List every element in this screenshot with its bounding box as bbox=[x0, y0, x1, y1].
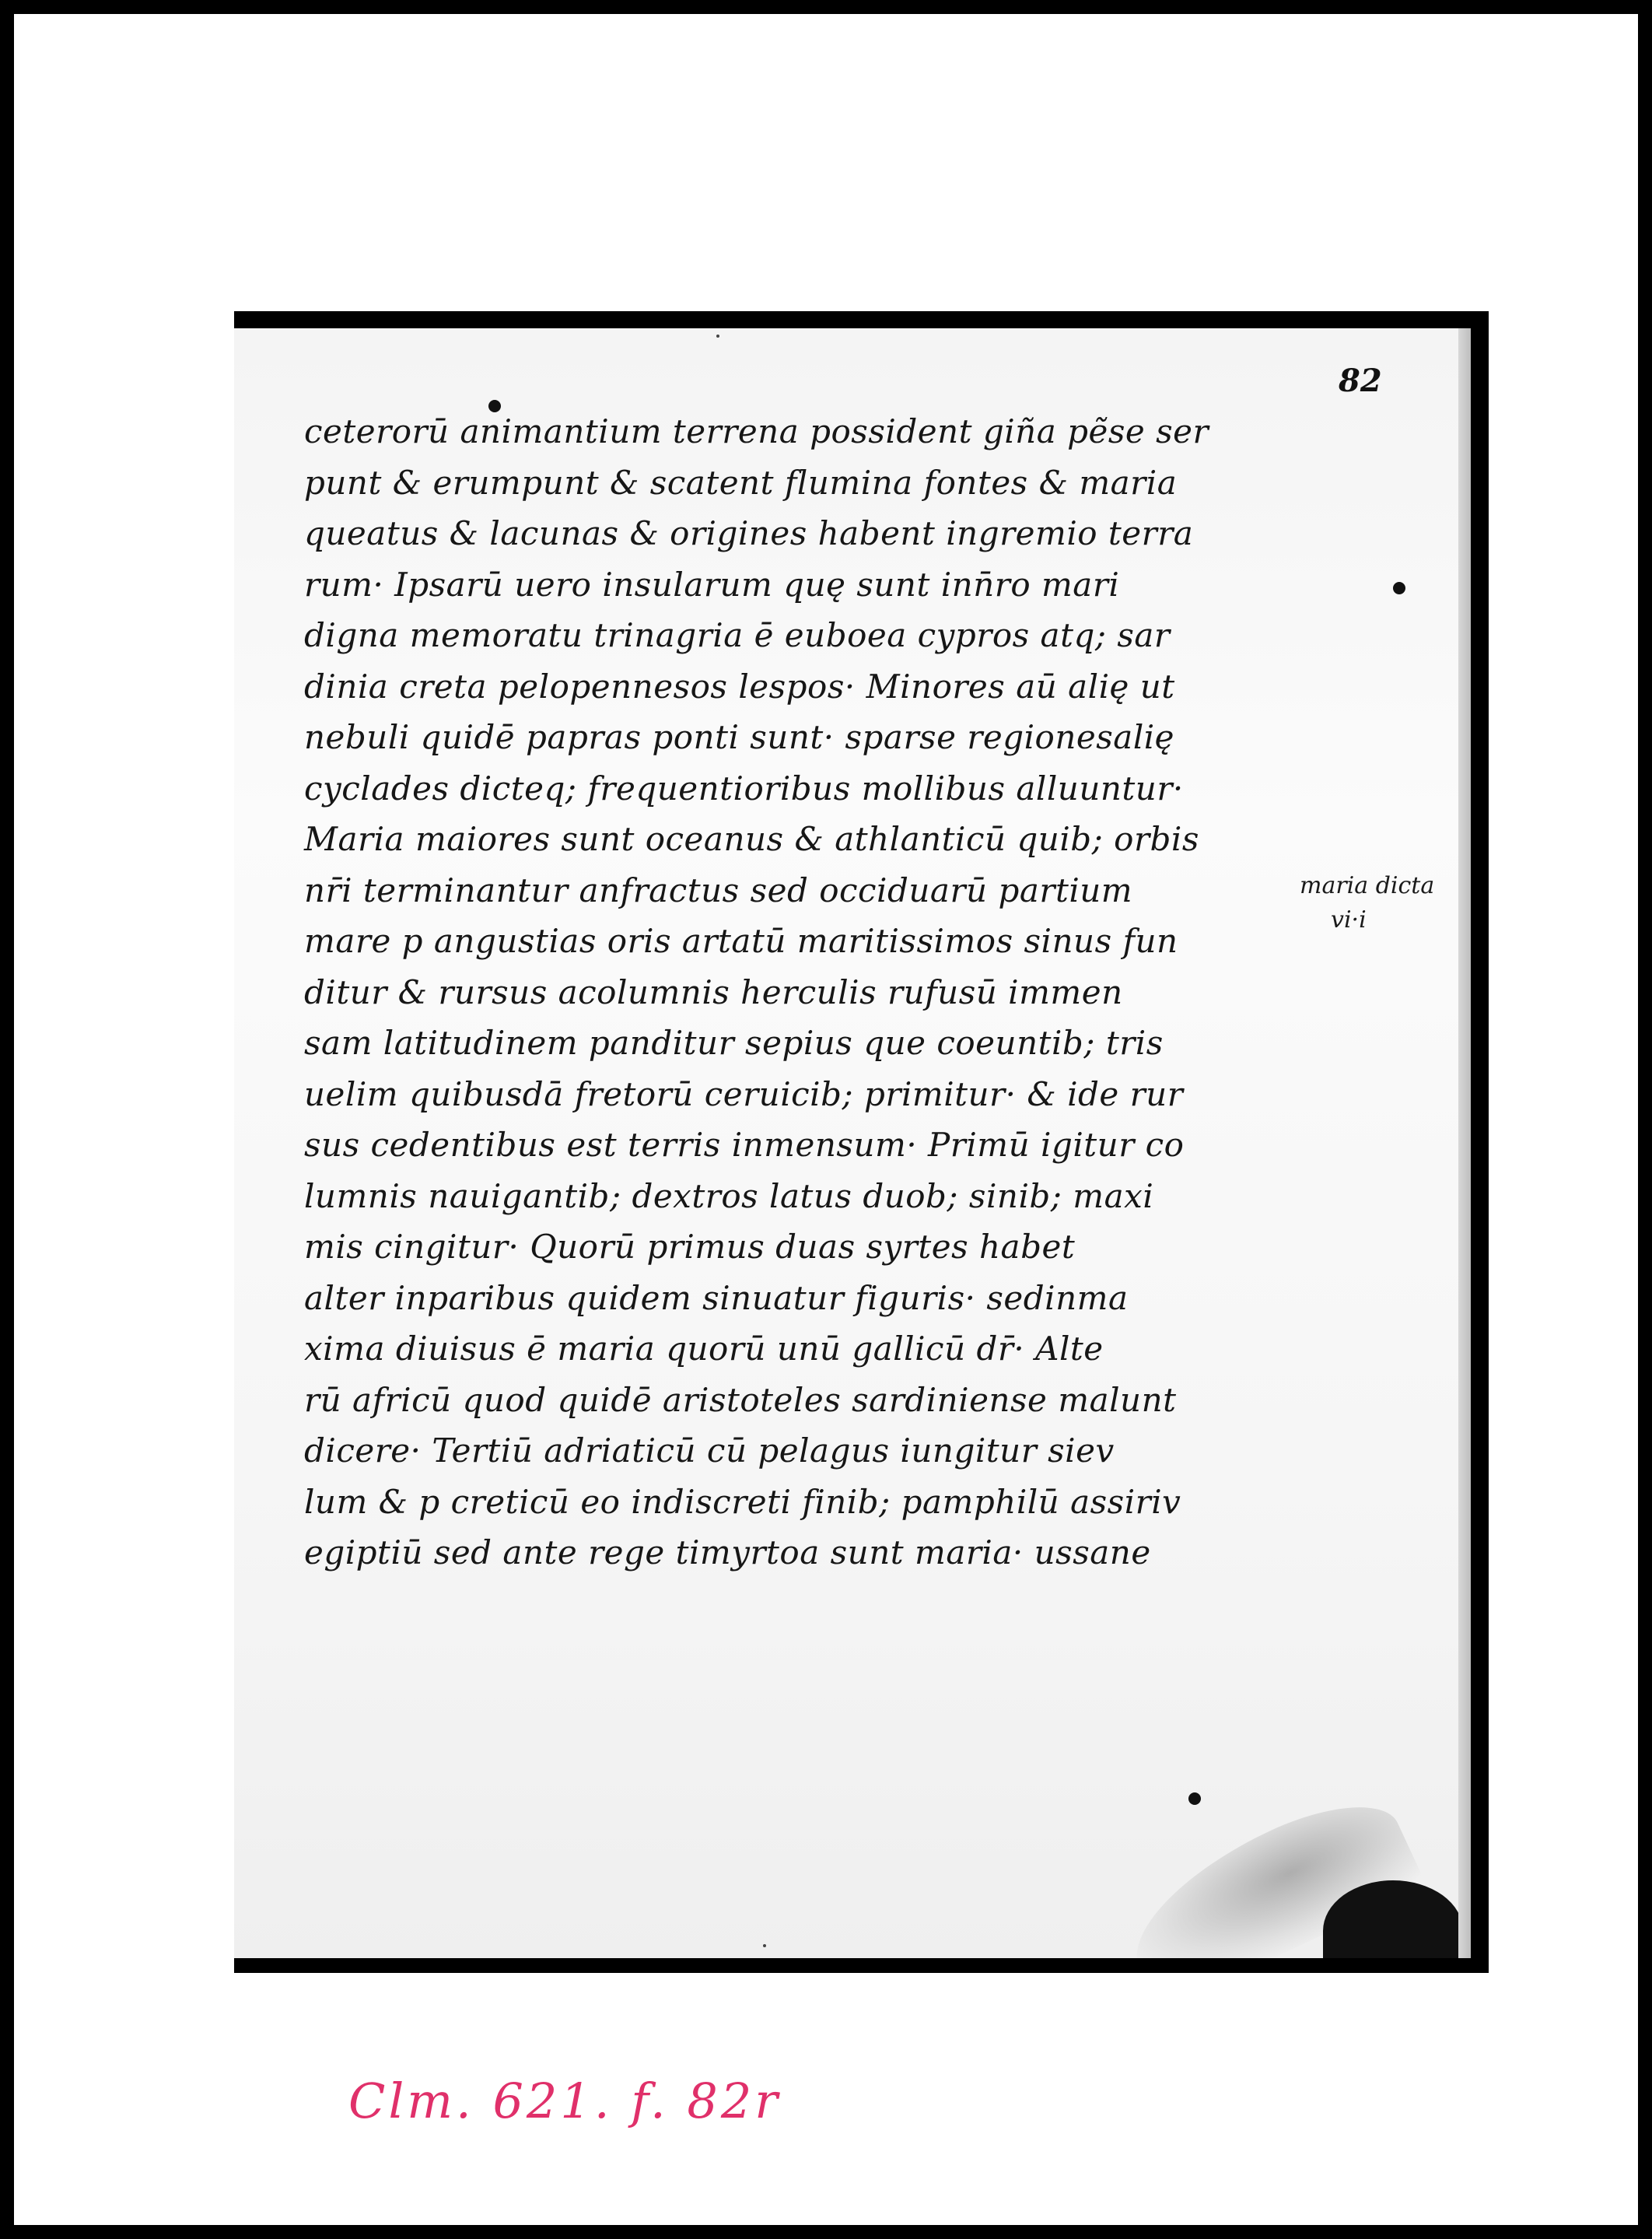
prick-mark bbox=[1393, 582, 1405, 594]
marginal-note-line: maria dicta bbox=[1300, 872, 1435, 899]
text-line: egiptiū sed ante rege timyrtoa sunt maria· ussane bbox=[304, 1533, 1151, 1572]
text-line: alter inparibus quidem sinuatur figuris· sedinma bbox=[304, 1278, 1129, 1317]
marginal-note bbox=[1300, 869, 1434, 937]
manuscript-photograph bbox=[234, 311, 1489, 1973]
text-line: uelim quibusdā fretorū ceruicib; primitur· & ide rur bbox=[304, 1074, 1184, 1113]
text-line: lum & p creticū eo indiscreti finib; pamphilū assiriv bbox=[304, 1482, 1181, 1521]
text-line: punt & erumpunt & scatent flumina fontes & maria bbox=[304, 463, 1178, 502]
folio-edge bbox=[1458, 328, 1471, 1958]
prick-mark bbox=[1188, 1792, 1201, 1805]
marginal-note-line: vi·i bbox=[1331, 906, 1367, 934]
text-line: cyclades dicteq; frequentioribus mollibus alluuntur· bbox=[304, 769, 1184, 808]
folio-number: 82 bbox=[1339, 363, 1382, 399]
text-line: digna memoratu trinagria ē euboea cypros atq; sar bbox=[304, 616, 1171, 654]
text-line: sam latitudinem panditur sepius que coeuntib; tris bbox=[304, 1024, 1164, 1062]
text-line: ceterorū animantium terrena possident giña pẽse ser bbox=[304, 412, 1209, 450]
manuscript-folio bbox=[234, 328, 1471, 1958]
text-line: nr̄i terminantur anfractus sed occiduarū partium bbox=[304, 871, 1133, 909]
speck bbox=[716, 335, 719, 338]
text-line: xima diuisus ē maria quorū unū gallicū dr̄· Alte bbox=[304, 1330, 1104, 1368]
text-line: mare p angustias oris artatū maritissimos sinus fun bbox=[304, 922, 1178, 960]
text-line: ditur & rursus acolumnis herculis rufusū immen bbox=[304, 972, 1123, 1011]
text-line: lumnis nauigantib; dextros latus duob; sinib; maxi bbox=[304, 1176, 1154, 1215]
text-line: nebuli quidē papras ponti sunt· sparse regionesalię bbox=[304, 718, 1175, 756]
shelfmark-annotation: Clm. 621. f. 82r bbox=[348, 2073, 781, 2129]
text-line: rum· Ipsarū uero insularum quę sunt inn̄ro mari bbox=[304, 565, 1120, 604]
text-line: sus cedentibus est terris inmensum· Primū igitur co bbox=[304, 1126, 1185, 1164]
manuscript-text bbox=[304, 406, 1331, 1579]
text-line: dicere· Tertiū adriaticū cū pelagus iungitur siev bbox=[304, 1431, 1115, 1470]
scan-sheet bbox=[14, 14, 1638, 2225]
text-line: dinia creta pelopennesos lespos· Minores aū alię ut bbox=[304, 667, 1175, 706]
text-line: queatus & lacunas & origines habent ingremio terra bbox=[304, 514, 1194, 552]
text-line: mis cingitur· Quorū primus duas syrtes habet bbox=[304, 1228, 1076, 1266]
text-line: Maria maiores sunt oceanus & athlanticū quib; orbis bbox=[304, 820, 1199, 858]
text-line: rū africū quod quidē aristoteles sardiniense malunt bbox=[304, 1380, 1177, 1419]
speck bbox=[763, 1944, 766, 1947]
